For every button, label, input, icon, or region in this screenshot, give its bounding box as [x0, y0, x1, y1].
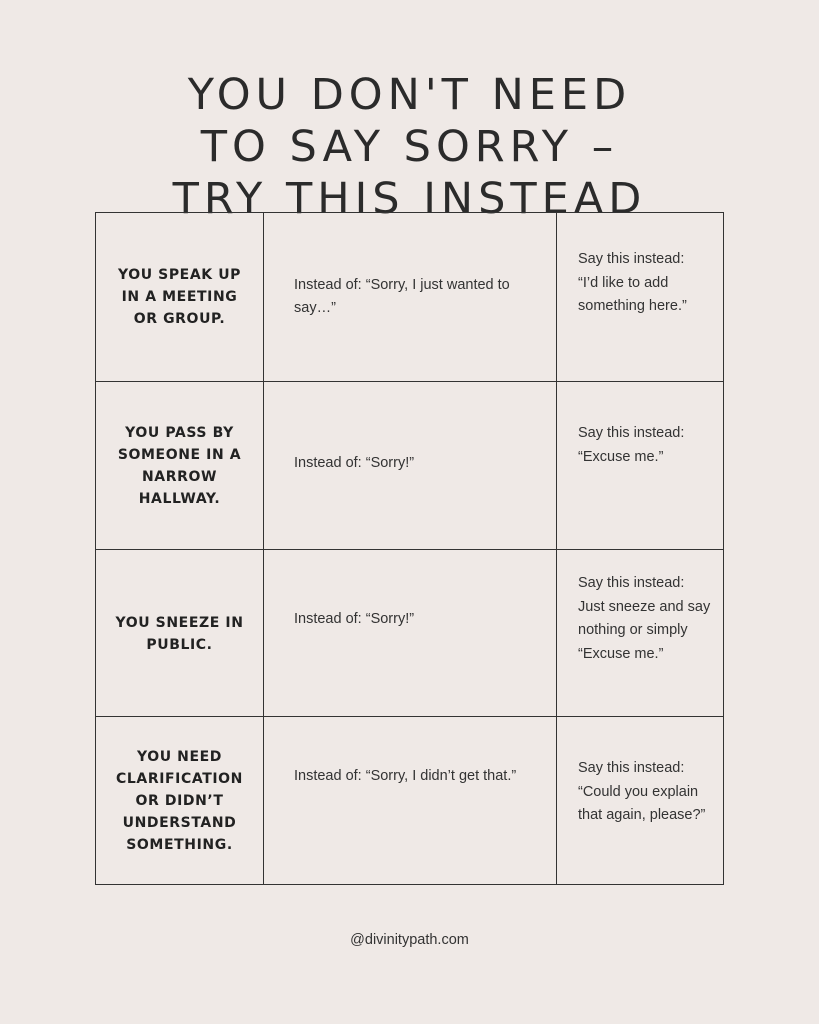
- table-row: [96, 549, 723, 717]
- instead-of-cell: [264, 550, 557, 717]
- situation-text: YOU SNEEZE IN PUBLIC.: [115, 614, 244, 653]
- say-this-label: Say this instead:: [578, 425, 685, 441]
- sorry-alternatives-table: [95, 212, 724, 885]
- say-this-label: Say this instead:: [578, 251, 685, 267]
- say-this-cell: [557, 550, 723, 717]
- say-this-text: “I’d like to add something here.”: [578, 274, 687, 314]
- table-row: [96, 716, 723, 884]
- instead-of-text: Instead of: “Sorry!”: [294, 455, 415, 472]
- title-line-3: TRY THIS INSTEAD: [172, 173, 647, 224]
- page-title: [0, 69, 819, 225]
- situation-text: YOU PASS BY SOMEONE IN A NARROW HALLWAY.: [117, 424, 242, 507]
- footer-handle: @divinitypath.com: [350, 932, 469, 948]
- situation-cell: [96, 550, 264, 717]
- situation-text: YOU NEED CLARIFICATION OR DIDN’T UNDERSTAND SOMETHING.: [116, 748, 243, 853]
- title-line-1: YOU DON'T NEED: [187, 69, 632, 120]
- say-this-cell: [557, 382, 723, 549]
- instead-of-cell: [264, 382, 557, 549]
- situation-cell: [96, 717, 264, 884]
- instead-of-text: Instead of: “Sorry, I didn’t get that.”: [294, 768, 517, 784]
- say-this-label: Say this instead:: [578, 575, 685, 591]
- instead-of-cell: [264, 717, 557, 884]
- table-row: [96, 381, 723, 549]
- table-row: [96, 213, 723, 381]
- say-this-label: Say this instead:: [578, 760, 685, 776]
- say-this-text: “Could you explain that again, please?”: [578, 783, 706, 823]
- say-this-cell: [557, 213, 723, 381]
- title-line-2: TO SAY SORRY –: [200, 121, 619, 172]
- say-this-text: “Excuse me.”: [578, 448, 664, 465]
- instead-of-text: Instead of: “Sorry, I just wanted to say…”: [294, 276, 510, 316]
- instead-of-cell: [264, 213, 557, 381]
- situation-cell: [96, 382, 264, 549]
- say-this-cell: [557, 717, 723, 884]
- situation-cell: [96, 213, 264, 381]
- instead-of-text: Instead of: “Sorry!”: [294, 611, 415, 627]
- situation-text: YOU SPEAK UP IN A MEETING OR GROUP.: [117, 267, 242, 327]
- say-this-text: Just sneeze and say nothing or simply “Excuse me.”: [578, 598, 711, 662]
